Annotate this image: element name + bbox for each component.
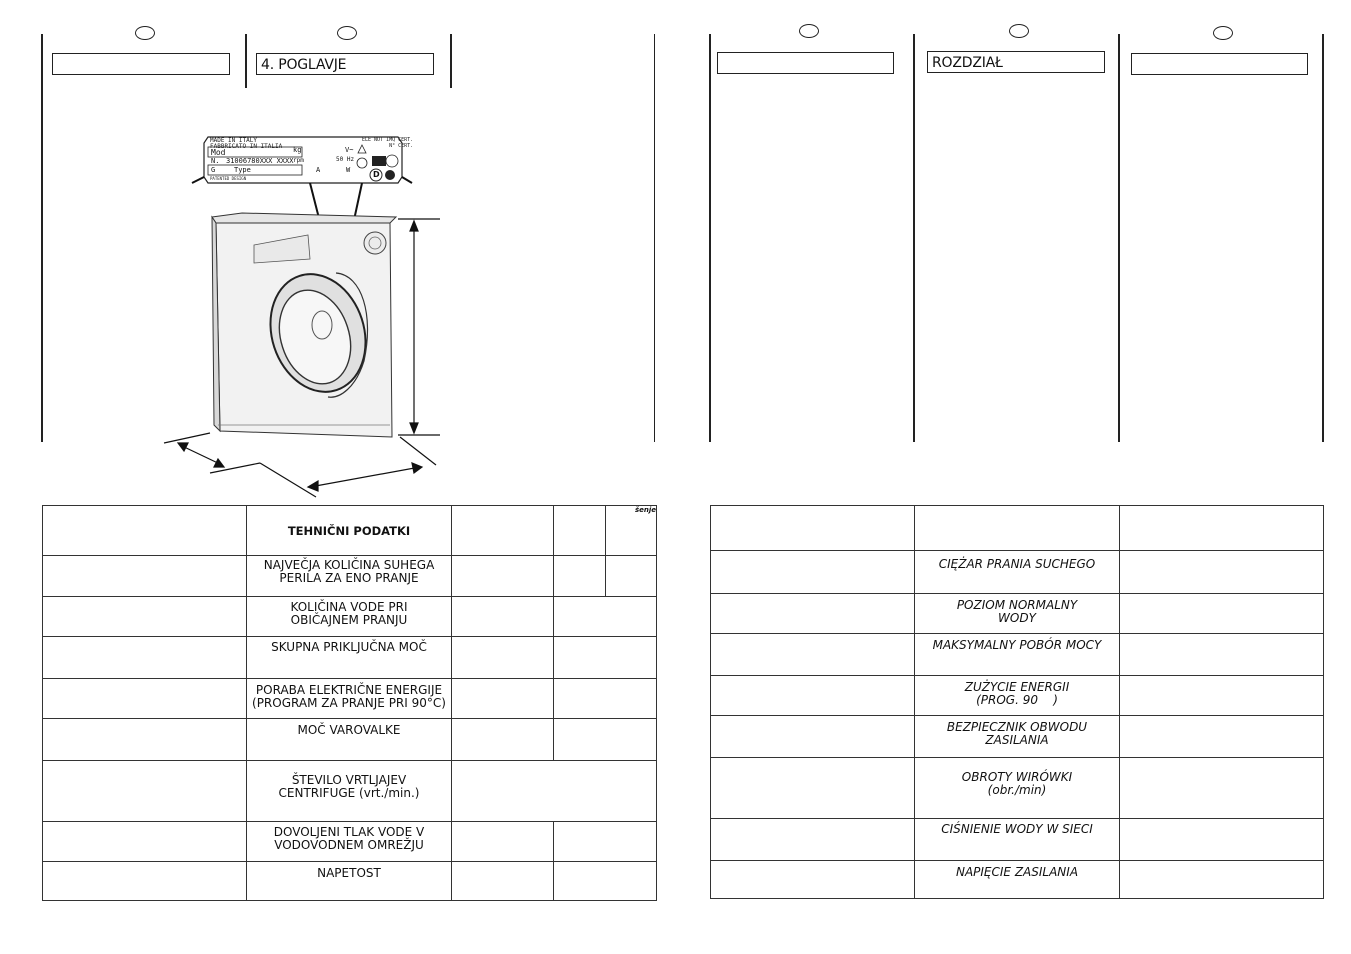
table-header: TEHNIČNI PODATKI (247, 506, 452, 556)
table-cell-blank (43, 597, 247, 637)
table-cell-blank (711, 551, 915, 594)
label-line: (obr./min) (987, 783, 1047, 797)
plate-amp: A (316, 166, 321, 174)
language-marker-oval (799, 24, 819, 38)
table-cell-blank (554, 822, 657, 862)
plate-d-mark: D (373, 170, 380, 179)
table-cell-blank (554, 506, 606, 556)
label-line: BEZPIECZNIK OBWODU (946, 720, 1088, 734)
column-divider (709, 34, 711, 442)
table-cell-blank (1120, 819, 1324, 861)
table-cell-blank (1120, 634, 1324, 676)
table-cell-blank (711, 861, 915, 899)
table-cell-blank (554, 637, 657, 679)
table-row-label (247, 556, 452, 597)
table-cell-blank (452, 597, 554, 637)
table-cell-blank (43, 679, 247, 719)
label-line: (PROGRAM ZA PRANJE PRI 90°C) (252, 696, 446, 710)
plate-cert-1: ELE NOT IMQ CERT. (362, 137, 414, 143)
label-line: POZIOM NORMALNY (956, 598, 1078, 612)
chapter-heading-box-blank (52, 53, 230, 75)
table-cell-blank (1120, 676, 1324, 716)
label-line: CENTRIFUGE (vrt./min.) (278, 786, 420, 800)
table-row-label (247, 761, 452, 822)
table-row-label (247, 862, 452, 901)
column-divider (450, 34, 452, 88)
table-cell-blank (711, 594, 915, 634)
label-line: PERILA ZA ENO PRANJE (279, 571, 419, 585)
chapter-heading-box (256, 53, 434, 75)
column-divider (654, 34, 655, 442)
language-marker-oval (337, 26, 357, 40)
plate-serial: 31006780XXX XXXX (226, 157, 294, 165)
table-row-label (915, 758, 1120, 819)
table-cell-blank (43, 556, 247, 597)
plate-n: N. (211, 157, 220, 165)
table-cell-blank (452, 679, 554, 719)
plate-mod: Mod (211, 148, 226, 157)
language-marker-oval (135, 26, 155, 40)
washing-machine (212, 213, 396, 437)
column-divider (1118, 34, 1120, 442)
table-cell-blank (43, 506, 247, 556)
plate-made-in: MADE IN ITALY (210, 137, 257, 144)
table-row-label (915, 861, 1120, 899)
table-row-label (915, 676, 1120, 716)
table-row-label (915, 819, 1120, 861)
label-line: ŠTEVILO VRTLJAJEV (291, 773, 407, 787)
rating-plate-cert (362, 137, 413, 149)
plate-type: Type (234, 166, 251, 174)
label-line: NAPIĘCIE ZASILANIA (955, 865, 1079, 879)
table-row-label (247, 719, 452, 761)
label-line: ZUŻYCIE ENERGII (964, 680, 1070, 694)
label-line: PORABA ELEKTRIČNE ENERGIJE (255, 683, 443, 697)
language-marker-oval (1009, 24, 1029, 38)
chapter-heading: 4. POGLAVJE (261, 57, 347, 73)
label-line: (PROG. 90 ) (976, 693, 1058, 707)
plate-cert-2: N° CERT. (389, 143, 414, 149)
table-cell-blank (452, 862, 554, 901)
chapter-heading-box (927, 51, 1105, 73)
table-row-label (915, 634, 1120, 676)
table-cell-blank (1120, 506, 1324, 551)
table-row-label (247, 637, 452, 679)
table-cell-blank (452, 637, 554, 679)
table-cell-blank (43, 719, 247, 761)
table-cell-blank (452, 556, 554, 597)
label-line: DOVOLJENI TLAK VODE V (273, 825, 425, 839)
table-cell-blank (1120, 716, 1324, 758)
plate-rpm: rpm (293, 157, 304, 164)
table-cell-blank (711, 819, 915, 861)
column-divider (41, 34, 43, 442)
label-line: CIŚNIENIE WODY W SIECI (941, 822, 1093, 836)
spec-table-left (42, 505, 657, 901)
chapter-heading-box-blank (1131, 53, 1308, 75)
table-cell-blank (606, 556, 657, 597)
label-line: SKUPNA PRIKLJUČNA MOČ (271, 640, 427, 654)
table-cell-blank (452, 506, 554, 556)
table-cell-blank (1120, 861, 1324, 899)
label-line: MOČ VAROVALKE (297, 723, 401, 737)
table-cell-blank (554, 862, 657, 901)
table-cell-blank (452, 822, 554, 862)
plate-footer: PATENTED DESIGN (210, 176, 247, 181)
table-cell-blank (43, 637, 247, 679)
table-cell-blank (554, 556, 606, 597)
table-cell-blank (711, 634, 915, 676)
table-cell-blank (711, 716, 915, 758)
table-header-note: šenje (606, 506, 657, 556)
column-divider (913, 34, 915, 442)
label-line: MAKSYMALNY POBÓR MOCY (932, 638, 1102, 652)
table-cell-blank (711, 758, 915, 819)
table-row-label (915, 716, 1120, 758)
plate-volt: V~ (345, 146, 354, 154)
label-line: ZASILANIA (985, 733, 1049, 747)
table-cell-blank (915, 506, 1120, 551)
label-line: OBIČAJNEM PRANJU (290, 613, 408, 627)
table-cell-blank (1120, 551, 1324, 594)
table-row-label (247, 679, 452, 719)
label-line: VODOVODNEM OMREŽJU (274, 838, 424, 852)
table-cell-blank (554, 679, 657, 719)
plate-fabbricato: FABBRICATO IN ITALIA (210, 143, 283, 150)
column-divider (1322, 34, 1324, 442)
label-line: OBROTY WIRÓWKI (961, 770, 1073, 784)
table-cell-blank (43, 761, 247, 822)
table-cell-blank (43, 822, 247, 862)
table-cell-blank (43, 862, 247, 901)
table-cell-blank (1120, 758, 1324, 819)
label-line: NAPETOST (317, 866, 381, 880)
table-row-label (247, 822, 452, 862)
table-row-label (915, 594, 1120, 634)
table-cell-blank (554, 719, 657, 761)
table-cell-blank (711, 676, 915, 716)
label-line: CIĘŻAR PRANIA SUCHEGO (938, 557, 1096, 571)
table-cell-blank (452, 719, 554, 761)
table-cell-blank (1120, 594, 1324, 634)
table-cell-blank (711, 506, 915, 551)
table-cell-blank (554, 597, 657, 637)
table-row-label (247, 597, 452, 637)
chapter-heading: ROZDZIAŁ (932, 55, 1003, 71)
label-line: KOLIČINA VODE PRI (290, 600, 408, 614)
washing-machine-illustration (150, 125, 450, 500)
spec-table-right (710, 505, 1324, 899)
plate-kg: kg (293, 146, 302, 154)
label-line: NAJVEČJA KOLIČINA SUHEGA (263, 558, 435, 572)
table-cell-blank (452, 761, 657, 822)
plate-watt: W (346, 166, 351, 174)
chapter-heading-box-blank (717, 52, 894, 74)
plate-hz: 50 Hz (336, 156, 355, 163)
table-row-label (915, 551, 1120, 594)
language-marker-oval (1213, 26, 1233, 40)
plate-g: G (211, 166, 216, 174)
label-line: WODY (998, 611, 1036, 625)
column-divider (245, 34, 247, 88)
